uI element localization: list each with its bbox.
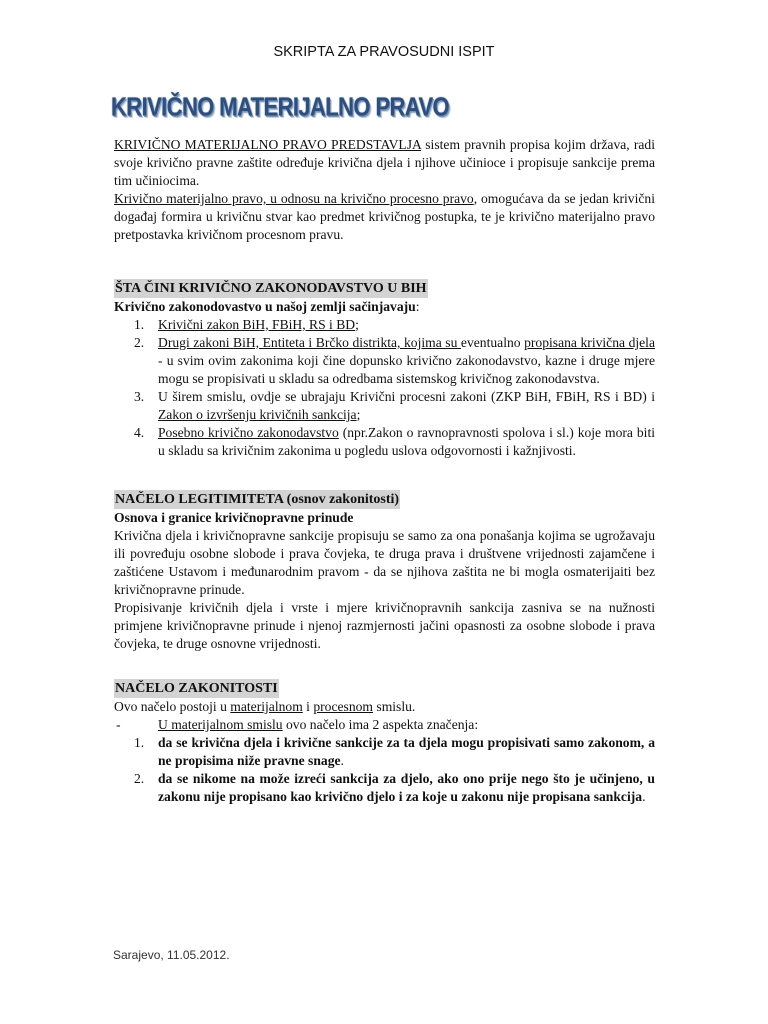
list-item-underlined: Krivični zakon BiH, FBiH, RS i BD: [158, 317, 356, 332]
list-item-bold: da se nikome na može izreći sankcija za djelo, ako ono prije nego što je učinjeno, u zakonu nije propisano kao krivično djelo i za koje u zakonu nije propisana sankcija: [158, 771, 655, 804]
page-footer: Sarajevo, 11.05.2012.: [113, 948, 230, 962]
section-heading-legality: NAČELO ZAKONITOSTI: [115, 681, 278, 696]
list-item-underlined: propisana krivična djela: [524, 335, 655, 350]
section-heading-legitimacy-main: NAČELO LEGITIMITETA: [115, 492, 284, 507]
legitimacy-subheading: Osnova i granice krivičnopravne prinude: [114, 510, 354, 525]
dash-bullet: -: [116, 717, 121, 732]
list-item: [114, 424, 655, 460]
legality-underlined: U materijalnom smislu: [158, 717, 283, 732]
intro-text: , omogućava da se jedan krivični događaj formira u krivičnu stvar kao predmet krivičnog postupka, te je krivično materijalno pravo pretpostavka krivičnom procesnom pravu.: [114, 191, 655, 242]
document-body: [114, 136, 655, 806]
legality-underlined: procesnom: [313, 699, 374, 714]
list-item-text: ;: [355, 317, 359, 332]
section-heading-legitimacy-sub: (osnov zakonitosti): [283, 492, 400, 507]
list-item: [114, 770, 655, 806]
intro-underlined: Krivično materijalno pravo, u odnosu na krivično procesno pravo: [114, 191, 474, 206]
list-number: 1.: [134, 317, 145, 332]
legitimacy-paragraph-1: Krivična djela i krivičnopravne sankcije propisuju se samo za ona ponašanja kojima se ugrožavaju ili povređuju osobne slobode i prava čovjeka, te druga prava i društvene vrijednosti zajamčene i zaštićene Ustavom i međunarodnim pravom - da se njihova zaštita ne bi mogla osmaterijaiti bez krivičnopravne prinude.: [114, 528, 655, 597]
intro-lead: KRIVIČNO MATERIJALNO PRAVO PREDSTAVLJA: [114, 137, 422, 152]
legislation-list: [114, 316, 655, 460]
legality-dash-item: [114, 716, 655, 734]
list-number: 2.: [134, 771, 145, 786]
legality-list: [114, 734, 655, 806]
intro-paragraph-2: [114, 190, 655, 244]
legality-underlined: materijalnom: [230, 699, 303, 714]
list-item-underlined: Posebno krivično zakonodavstvo: [158, 425, 339, 440]
legislation-lead: [114, 298, 655, 316]
list-item-text: .: [642, 789, 646, 804]
list-item-bold: da se krivična djela i krivične sankcije za ta djela mogu propisivati samo zakonom, a ne propisima niže pravne snage: [158, 735, 655, 768]
page-header: SKRIPTA ZA PRAVOSUDNI ISPIT: [273, 44, 495, 60]
list-item-text: .: [340, 753, 344, 768]
list-number: 2.: [134, 335, 145, 350]
list-item-underlined: Drugi zakoni BiH, Entiteta i Brčko distrikta, kojima su: [158, 335, 461, 350]
list-item: [114, 316, 655, 334]
document-title: KRIVIČNO MATERIJALNO PRAVO: [111, 92, 450, 122]
list-item: [114, 334, 655, 388]
legality-text: Ovo načelo postoji u: [114, 699, 231, 714]
legality-text: ovo načelo ima 2 aspekta značenja:: [282, 717, 479, 732]
list-number: 1.: [134, 735, 145, 750]
legality-text: i: [302, 699, 314, 714]
section-heading-legitimacy: [114, 490, 400, 509]
list-item: [114, 388, 655, 424]
legislation-lead-colon: :: [415, 299, 420, 314]
legality-intro: [114, 698, 655, 716]
list-item-text: eventualno: [460, 335, 525, 350]
list-item-text: ;: [356, 407, 361, 422]
intro-text: sistem pravnih propisa kojim država, radi svoje krivično pravne zaštite određuje krivična djela i njihove učinioce i propisuje sankcije prema tim učiniocima.: [114, 137, 655, 188]
list-item-text: - u svim ovim zakonima koji čine dopunsko krivično zakonodavstvo, kazne i druge mjere mogu se propisivati u skladu sa odredbama sistemskog krivičnog zakonodavstva.: [158, 353, 655, 386]
list-item-text: (npr.Zakon o ravnopravnosti spolova i sl.) koje mora biti u skladu sa krivičnim zakonima u pogledu uslova odgovornosti i kažnjivosti.: [158, 425, 656, 458]
list-item-text: U širem smislu, ovdje se ubrajaju Krivični procesni zakoni (ZKP BiH, FBiH, RS i BD) i: [158, 389, 655, 404]
list-number: 4.: [134, 425, 145, 440]
legislation-lead-bold: Krivično zakonodovastvo u našoj zemlji sačinjavaju: [114, 299, 416, 314]
section-heading-legislation: ŠTA ČINI KRIVIČNO ZAKONODAVSTVO U BIH: [115, 281, 427, 296]
legality-text: smislu.: [373, 699, 416, 714]
list-item-underlined: Zakon o izvršenju krivičnih sankcija: [158, 407, 357, 422]
legitimacy-paragraph-2: Propisivanje krivičnih djela i vrste i mjere krivičnopravnih sankcija zasniva se na nužnosti primjene krivičnopravne prinude i njenoj razmjernosti jačini opasnosti za osobne slobode i prava čovjeka, te druge osnovne vrijednosti.: [114, 600, 655, 651]
intro-paragraph-1: [114, 136, 655, 190]
list-item: [114, 734, 655, 770]
list-number: 3.: [134, 389, 145, 404]
